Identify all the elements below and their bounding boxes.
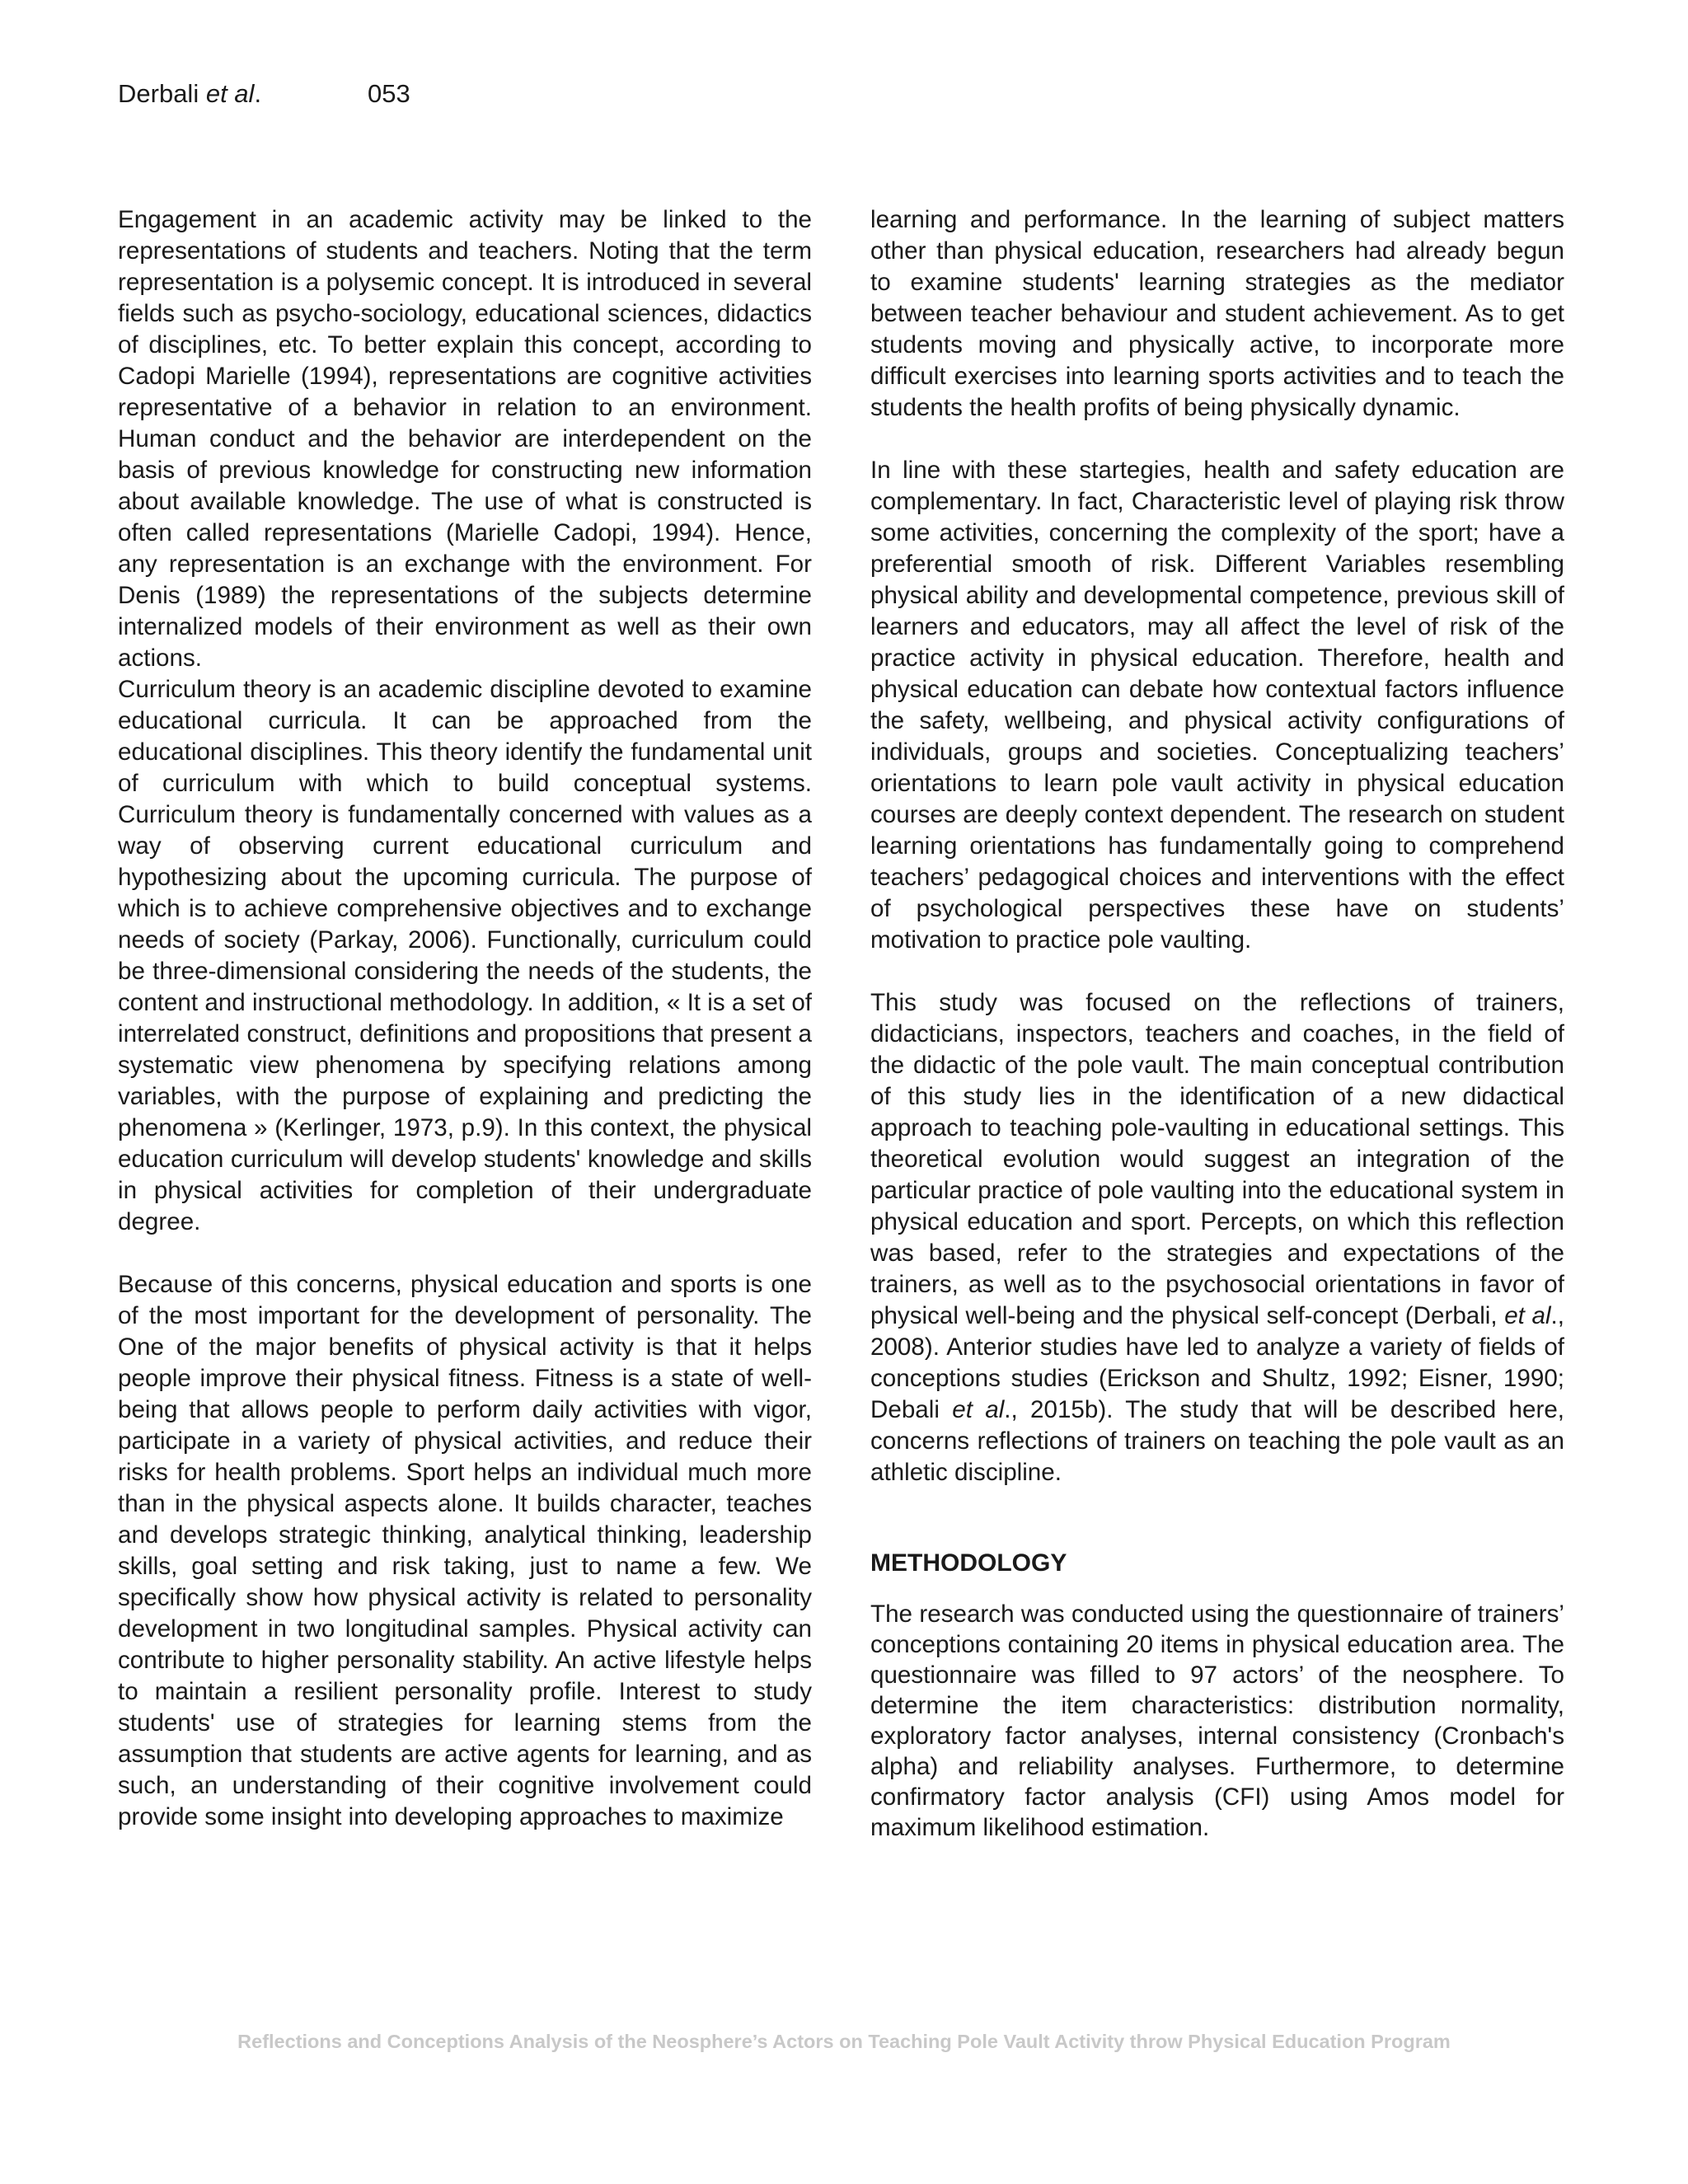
page-footer: Reflections and Conceptions Analysis of the Neosphere’s Actors on Teaching Pole Vault Activity throw Physical Education Program (237, 2031, 1451, 2052)
running-head (118, 79, 410, 109)
paragraph-representations: Engagement in an academic activity may be linked to the representations of students and teachers. Noting that the term representation is a polysemic concept. It is introduced in several fields such as psycho-sociology, educational sciences, didactics of disciplines, etc. To better explain this concept, according to Cadopi Marielle (1994), representations are cognitive activities representative of a behavior in relation to an environment. Human conduct and the behavior are interdependent on the basis of previous knowledge for constructing new information about available knowledge. The use of what is constructed is often called representations (Marielle Cadopi, 1994). Hence, any representation is an exchange with the environment. For Denis (1989) the representations of the subjects determine internalized models of their environment as well as their own actions. (118, 206, 812, 672)
et-al: et al (205, 79, 255, 108)
section-heading-methodology: METHODOLOGY (870, 1549, 1067, 1577)
paragraph-safety-education: In line with these startegies, health and safety education are complementary. In fact, Characteristic level of playing risk throw some activities, concerning the complexity of the sport; have a preferential smooth of risk. Different Variables resembling physical ability and developmental competence, previous skill of learners and educators, may all affect the level of risk of the practice activity in physical education. Therefore, health and physical education can debate how contextual factors influence the safety, wellbeing, and physical activity configurations of individuals, groups and societies. Conceptualizing teachers’ orientations to learn pole vault activity in physical education courses are deeply context dependent. The research on student learning orientations has fundamentally going to comprehend teachers’ pedagogical choices and interventions with the effect of psychological perspectives these have on students’ motivation to practice pole vaulting. (870, 457, 1564, 954)
paragraph-personality: Because of this concerns, physical education and sports is one of the most important for the development of personality. The One of the major benefits of physical activity is that it helps people improve their physical fitness. Fitness is a state of well-being that allows people to perform daily activities with vigor, participate in a variety of physical activities, and reduce their risks for health problems. Sport helps an individual much more than in the physical aspects alone. It builds character, teaches and develops strategic thinking, analytical thinking, leadership skills, goal setting and risk taking, just to name a few. We specifically show how physical activity is related to personality development in two longitudinal samples. Physical activity can contribute to higher personality stability. An active lifestyle helps to maintain a resilient personality profile. Interest to study students' use of strategies for learning stems from the assumption that students are active agents for learning, and as such, an understanding of their cognitive involvement could provide some insight into developing approaches to maximize (118, 1271, 812, 1830)
left-column (118, 204, 812, 1833)
right-column (870, 204, 1564, 1843)
et-al: et al (952, 1396, 1005, 1423)
paragraph-curriculum-theory: Curriculum theory is an academic discipline devoted to examine educational curricula. It can be approached from the educational disciplines. This theory identify the fundamental unit of curriculum with which to build conceptual systems. Curriculum theory is fundamentally concerned with values as a way of observing current educational curriculum and hypothesizing about the upcoming curricula. The purpose of which is to achieve comprehensive objectives and to exchange needs of society (Parkay, 2006). Functionally, curriculum could be three-dimensional considering the needs of the students, the content and instructional methodology. In addition, « It is a set of interrelated construct, definitions and propositions that present a systematic view phenomena by specifying relations among variables, with the purpose of explaining and predicting the phenomena » (Kerlinger, 1973, p.9). In this context, the physical education curriculum will develop students' knowledge and skills in physical activities for completion of their undergraduate degree. (118, 676, 812, 1235)
paragraph-study-focus: This study was focused on the reflections of trainers, didacticians, inspectors, teachers and coaches, in the field of the didactic of the pole vault. The main conceptual contribution of this study lies in the identification of a new didactical approach to teaching pole-vaulting in educational settings. This theoretical evolution would suggest an integration of the particular practice of pole vaulting into the educational system in physical education and sport. Percepts, on which this reflection was based, refer to the strategies and expectations of the trainers, as well as to the psychosocial orientations in favor of physical well-being and the physical self-concept (Derbali, et al., 2008). Anterior studies have led to analyze a variety of fields of conceptions studies (Erickson and Shultz, 1992; Eisner, 1990; Debali et al., 2015b). The study that will be described here, concerns reflections of trainers on teaching the pole vault as an athletic discipline. (870, 989, 1565, 1486)
et-al-dot: . (254, 79, 262, 108)
paragraph-learning-performance: learning and performance. In the learning of subject matters other than physical education, researchers had already begun to examine students' learning strategies as the mediator between teacher behaviour and student achievement. As to get students moving and physically active, to incorporate more difficult exercises into learning sports activities and to teach the students the health profits of being physically dynamic. (870, 206, 1564, 421)
et-al: et al (1504, 1302, 1551, 1329)
page-number: 053 (368, 79, 410, 108)
paragraph-methodology: The research was conducted using the questionnaire of trainers’ conceptions containing 20 items in physical education area. The questionnaire was filled to 97 actors’ of the neosphere. To determine the item characteristics: distribution normality, exploratory factor analyses, internal consistency (Cronbach's alpha) and reliability analyses. Furthermore, to determine confirmatory factor analysis (CFI) using Amos model for maximum likelihood estimation. (870, 1601, 1564, 1841)
author-name: Derbali (118, 79, 199, 108)
